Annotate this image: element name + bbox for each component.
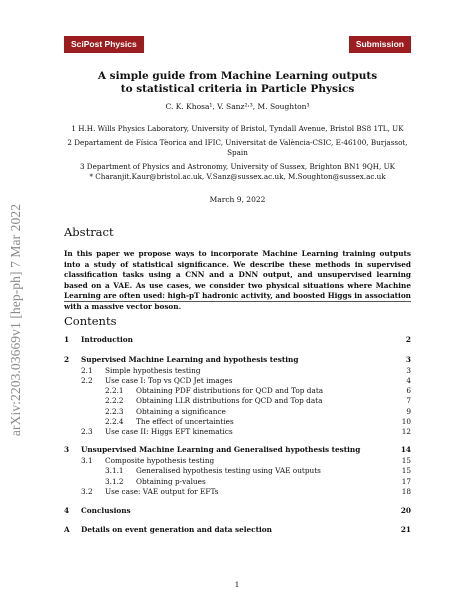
toc-number: 2.3 [81, 427, 93, 436]
toc-page: 2 [405, 335, 411, 344]
abstract-heading: Abstract [64, 225, 114, 239]
contents-heading: Contents [64, 314, 117, 328]
status-badge: Submission [349, 36, 411, 53]
toc-title[interactable]: Conclusions [81, 506, 131, 515]
toc-page: 6 [406, 386, 411, 395]
affiliation-2: 2 Departament de Física Tèorica and IFIC, Universitat de València-CSIC, E-46100, Burjassot, Spain [67, 137, 408, 157]
toc-title[interactable]: Unsupervised Machine Learning and Generalised hypothesis testing [81, 445, 361, 454]
toc-number: 2.2.4 [105, 417, 124, 426]
affiliation-3: 3 Department of Physics and Astronomy, University of Sussex, Brighton BN1 9QH, UK [79, 161, 396, 171]
toc-title[interactable]: Details on event generation and data selection [81, 525, 272, 534]
toc-entry[interactable] [64, 427, 411, 436]
toc-entry[interactable] [64, 487, 411, 496]
toc-number: 3.2 [81, 487, 93, 496]
toc-title[interactable]: Supervised Machine Learning and hypothesis testing [81, 355, 299, 364]
toc-entry[interactable] [64, 366, 411, 375]
toc-entry[interactable] [64, 376, 411, 385]
arxiv-stamp [5, 150, 27, 490]
toc-number: 4 [64, 506, 70, 515]
toc-title[interactable]: Use case II: Higgs EFT kinematics [105, 427, 233, 436]
toc-entry[interactable] [64, 407, 411, 416]
toc-title[interactable]: Obtaining a significance [136, 407, 226, 416]
affiliation-1: 1 H.H. Wills Physics Laboratory, University of Bristol, Tyndall Avenue, Bristol BS8 1TL, UK [71, 124, 404, 133]
toc-entry[interactable] [64, 396, 411, 405]
toc-number: 2.2 [81, 376, 93, 385]
title-line-1: A simple guide from Machine Learning outputs [97, 70, 378, 82]
toc-entry[interactable] [64, 445, 411, 454]
toc-title[interactable]: Introduction [81, 335, 133, 344]
toc-page: 10 [401, 417, 411, 426]
toc-entry[interactable] [64, 386, 411, 395]
toc-page: 12 [401, 427, 411, 436]
arxiv-stamp-text: arXiv:2203.03669v1 [hep-ph] 7 Mar 2022 [8, 203, 23, 437]
toc-page: 15 [401, 466, 411, 475]
toc-number: 2.2.1 [105, 386, 124, 395]
toc-number: A [64, 525, 70, 534]
toc-title[interactable]: Simple hypothesis testing [105, 366, 201, 375]
toc-entry[interactable] [64, 466, 411, 475]
authors: C. K. Khosa¹, V. Sanz²˒³, M. Soughton³ [165, 102, 310, 111]
toc-page: 7 [406, 396, 411, 405]
toc-number: 2.1 [81, 366, 93, 375]
toc-entry[interactable] [64, 477, 411, 486]
title-line-2: to statistical criteria in Particle Physics [120, 83, 355, 95]
page-number: 1 [234, 580, 240, 589]
toc-title[interactable]: The effect of uncertainties [136, 417, 234, 426]
toc-title[interactable]: Obtaining p-values [136, 477, 206, 486]
toc-entry[interactable] [64, 355, 411, 364]
toc-number: 1 [64, 335, 70, 344]
toc-page: 17 [401, 477, 411, 486]
toc-title[interactable]: Use case I: Top vs QCD Jet images [105, 376, 233, 385]
paper-title [64, 70, 411, 96]
toc-number: 3.1.2 [105, 477, 124, 486]
toc-page: 15 [401, 456, 411, 465]
toc-title[interactable]: Obtaining PDF distributions for QCD and Top data [136, 386, 324, 395]
abstract-text: In this paper we propose ways to incorporate Machine Learning training outputs into a study of statistical significance. We describe these methods in supervised classification tasks using a CNN and a DNN output, and unsupervised learning based on a VAE. As use cases, we consider two physical situations where Machine Learning are often used: high-pT hadronic activity, and boosted Higgs in association with a massive vector boson. [64, 249, 411, 311]
toc-page: 14 [400, 445, 411, 454]
journal-badge[interactable]: SciPost Physics [64, 36, 144, 53]
toc-page: 4 [406, 376, 411, 385]
section-divider [64, 301, 411, 302]
toc-number: 3 [64, 445, 70, 454]
toc-entry[interactable] [64, 456, 411, 465]
toc-number: 2 [64, 355, 70, 364]
toc-page: 21 [400, 525, 411, 534]
toc-number: 3.1.1 [105, 466, 124, 475]
toc-entry[interactable] [64, 506, 411, 515]
toc-page: 20 [400, 506, 411, 515]
toc-title[interactable]: Composite hypothesis testing [105, 456, 215, 465]
toc-title[interactable]: Generalised hypothesis testing using VAE outputs [136, 466, 321, 475]
toc-page: 3 [406, 366, 411, 375]
publication-date: March 9, 2022 [209, 195, 266, 204]
toc-title[interactable]: Use case: VAE output for EFTs [105, 487, 219, 496]
toc-title[interactable]: Obtaining LLR distributions for QCD and Top data [136, 396, 323, 405]
toc-page: 3 [405, 355, 411, 364]
toc-entry[interactable] [64, 417, 411, 426]
author-emails[interactable]: * Charanjit.Kaur@bristol.ac.uk, V.Sanz@sussex.ac.uk, M.Soughton@sussex.ac.uk [89, 172, 386, 181]
toc-number: 3.1 [81, 456, 93, 465]
toc-page: 9 [406, 407, 411, 416]
toc-number: 2.2.3 [105, 407, 124, 416]
toc-entry[interactable] [64, 335, 411, 344]
toc-entry[interactable] [64, 525, 411, 534]
toc-page: 18 [401, 487, 411, 496]
affiliations [64, 124, 411, 183]
toc-number: 2.2.2 [105, 396, 124, 405]
